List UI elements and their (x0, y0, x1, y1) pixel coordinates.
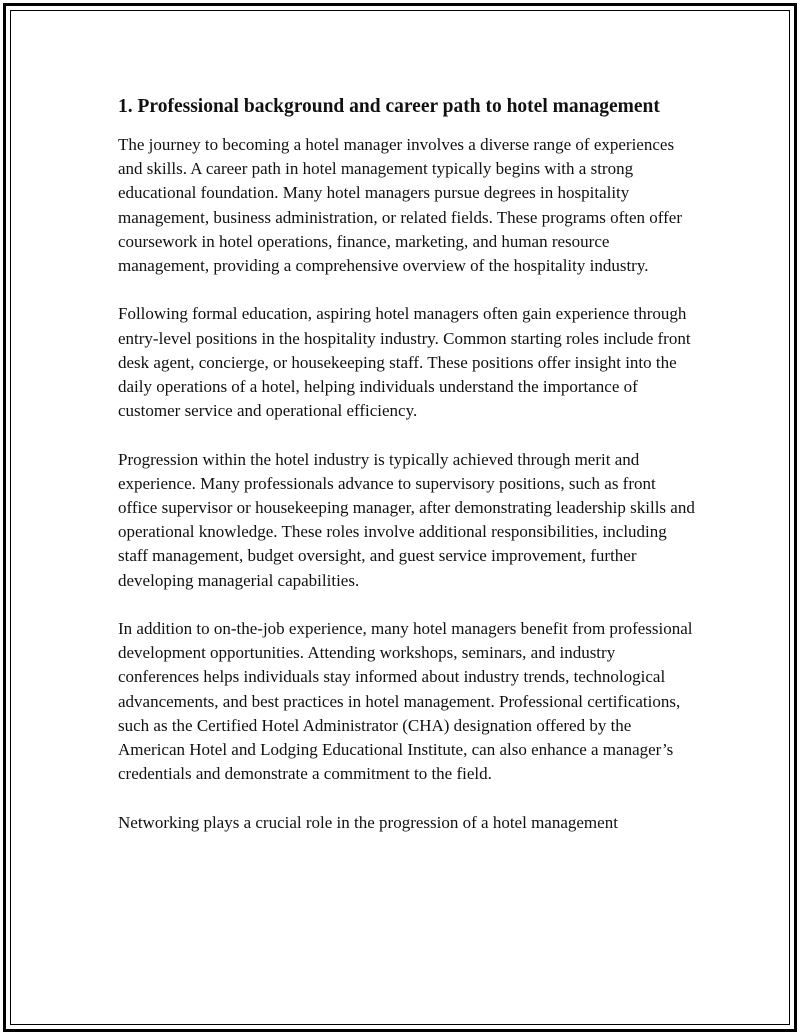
paragraph-entry-level: Following formal education, aspiring hotel managers often gain experience through entry-level positions in the hospitality industry. Common starting roles include front desk agent, concierge, or housekeeping staff. These positions offer insight into the daily operations of a hotel, helping individuals understand the importance of customer service and operational efficiency. (118, 304, 691, 421)
section-heading: 1. Professional background and career path to hotel management (118, 96, 660, 117)
paragraph-networking: Networking plays a crucial role in the progression of a hotel management (118, 812, 618, 832)
document-body (118, 93, 698, 859)
paragraph-education: The journey to becoming a hotel manager involves a diverse range of experiences and skills. A career path in hotel management typically begins with a strong educational foundation. Many hotel managers pursue degrees in hospitality management, business administration, or related fields. These programs often offer coursework in hotel operations, finance, marketing, and human resource management, providing a comprehensive overview of the hospitality industry. (118, 135, 682, 276)
paragraph-progression: Progression within the hotel industry is typically achieved through merit and experience. Many professionals advance to supervisory positions, such as front office supervisor or housekeeping manager, after demonstrating leadership skills and operational knowledge. These roles involve additional responsibilities, including staff management, budget oversight, and guest service improvement, further developing managerial capabilities. (118, 449, 695, 590)
paragraph-professional-development: In addition to on-the-job experience, many hotel managers benefit from professional development opportunities. Attending workshops, seminars, and industry conferences helps individuals stay informed about industry trends, technological advancements, and best practices in hotel management. Professional certifications, such as the Certified Hotel Administrator (CHA) designation offered by the American Hotel and Lodging Educational Institute, can also enhance a manager’s credentials and demonstrate a commitment to the field. (118, 619, 693, 784)
